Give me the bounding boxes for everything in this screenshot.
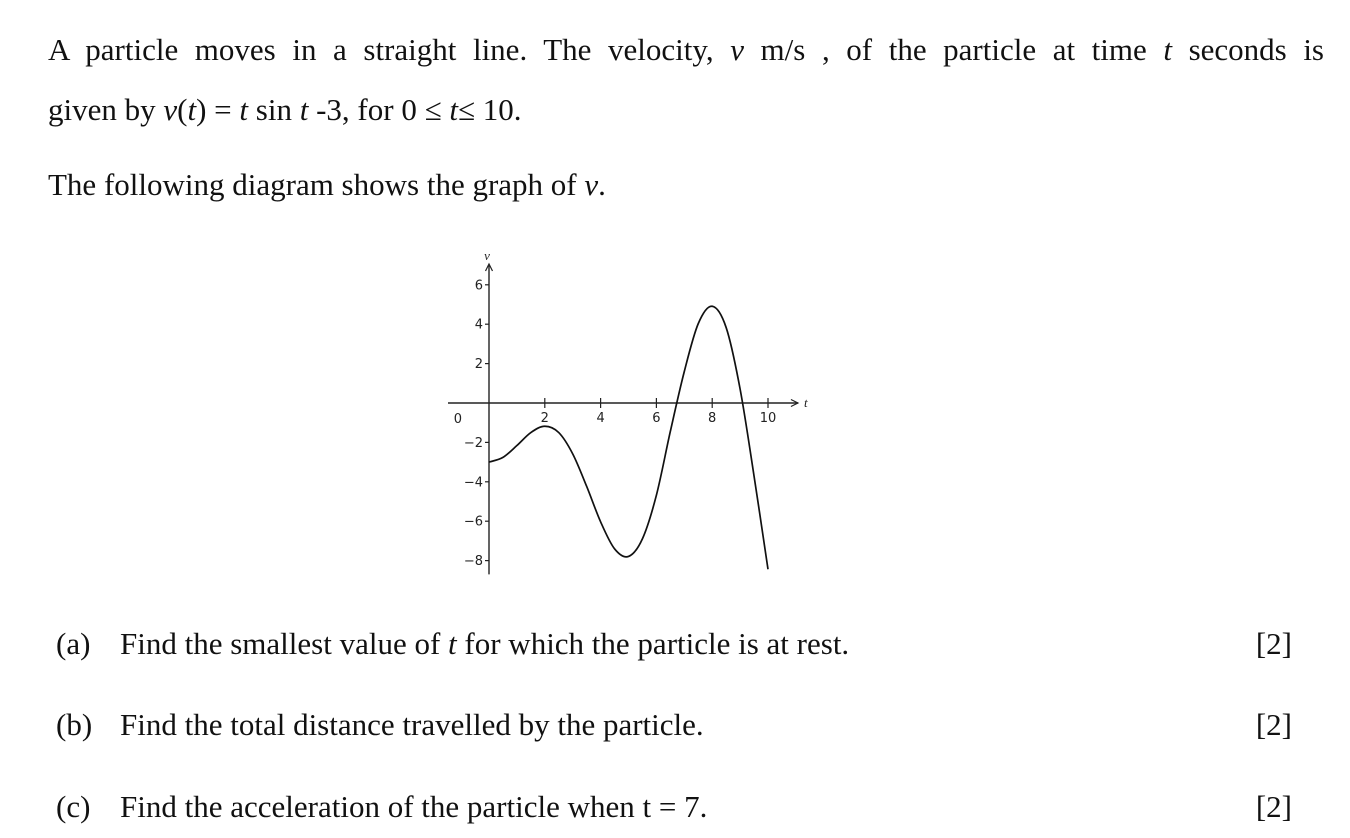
diagram-caption: The following diagram shows the graph of v. <box>48 167 606 202</box>
statement-line-1: A particle moves in a straight line. The velocity, v m/s , of the particle at time t seconds is <box>48 32 1324 67</box>
question-b-text: Find the total distance travelled by the particle. <box>120 707 704 742</box>
question-c <box>56 787 1292 827</box>
y-tick-label-2: 2 <box>474 357 483 373</box>
statement-line-2: given by v(t) = t sin t -3, for 0 ≤ t≤ 10. <box>48 92 522 127</box>
velocity-graph-svg <box>440 240 840 585</box>
x-tick-label-3: 8 <box>708 411 717 426</box>
x-tick-label-4: 10 <box>759 411 777 426</box>
y-tick-label-6: −6 <box>463 514 483 530</box>
x-axis-label: t <box>803 395 808 410</box>
question-b-marks: [2] <box>1255 707 1292 742</box>
question-a-marks: [2] <box>1255 626 1292 661</box>
question-c-text: Find the acceleration of the particle when t = 7. <box>120 789 708 824</box>
question-a-text: Find the smallest value of t for which the particle is at rest. <box>120 626 850 661</box>
y-tick-label-1: 4 <box>474 317 483 333</box>
y-tick-label-7: −8 <box>463 554 483 570</box>
y-axis-label: v <box>484 247 490 263</box>
question-b <box>56 705 1292 745</box>
x-tick-label-1: 4 <box>596 411 605 426</box>
question-c-label: (c) <box>56 789 91 824</box>
velocity-graph <box>440 240 840 585</box>
question-b-label: (b) <box>56 707 93 742</box>
velocity-curve <box>489 306 768 569</box>
question-c-marks: [2] <box>1255 789 1292 824</box>
y-tick-label-4: −2 <box>463 435 483 451</box>
problem-statement <box>48 20 1324 140</box>
x-tick-label-0: 2 <box>540 411 549 426</box>
y-tick-label-5: −4 <box>463 475 483 491</box>
x-tick-label-2: 6 <box>652 411 661 426</box>
question-a-label: (a) <box>56 626 91 661</box>
y-tick-label-0: 6 <box>474 278 483 294</box>
y-tick-label-3: 0 <box>453 412 462 427</box>
question-a <box>56 624 1292 664</box>
